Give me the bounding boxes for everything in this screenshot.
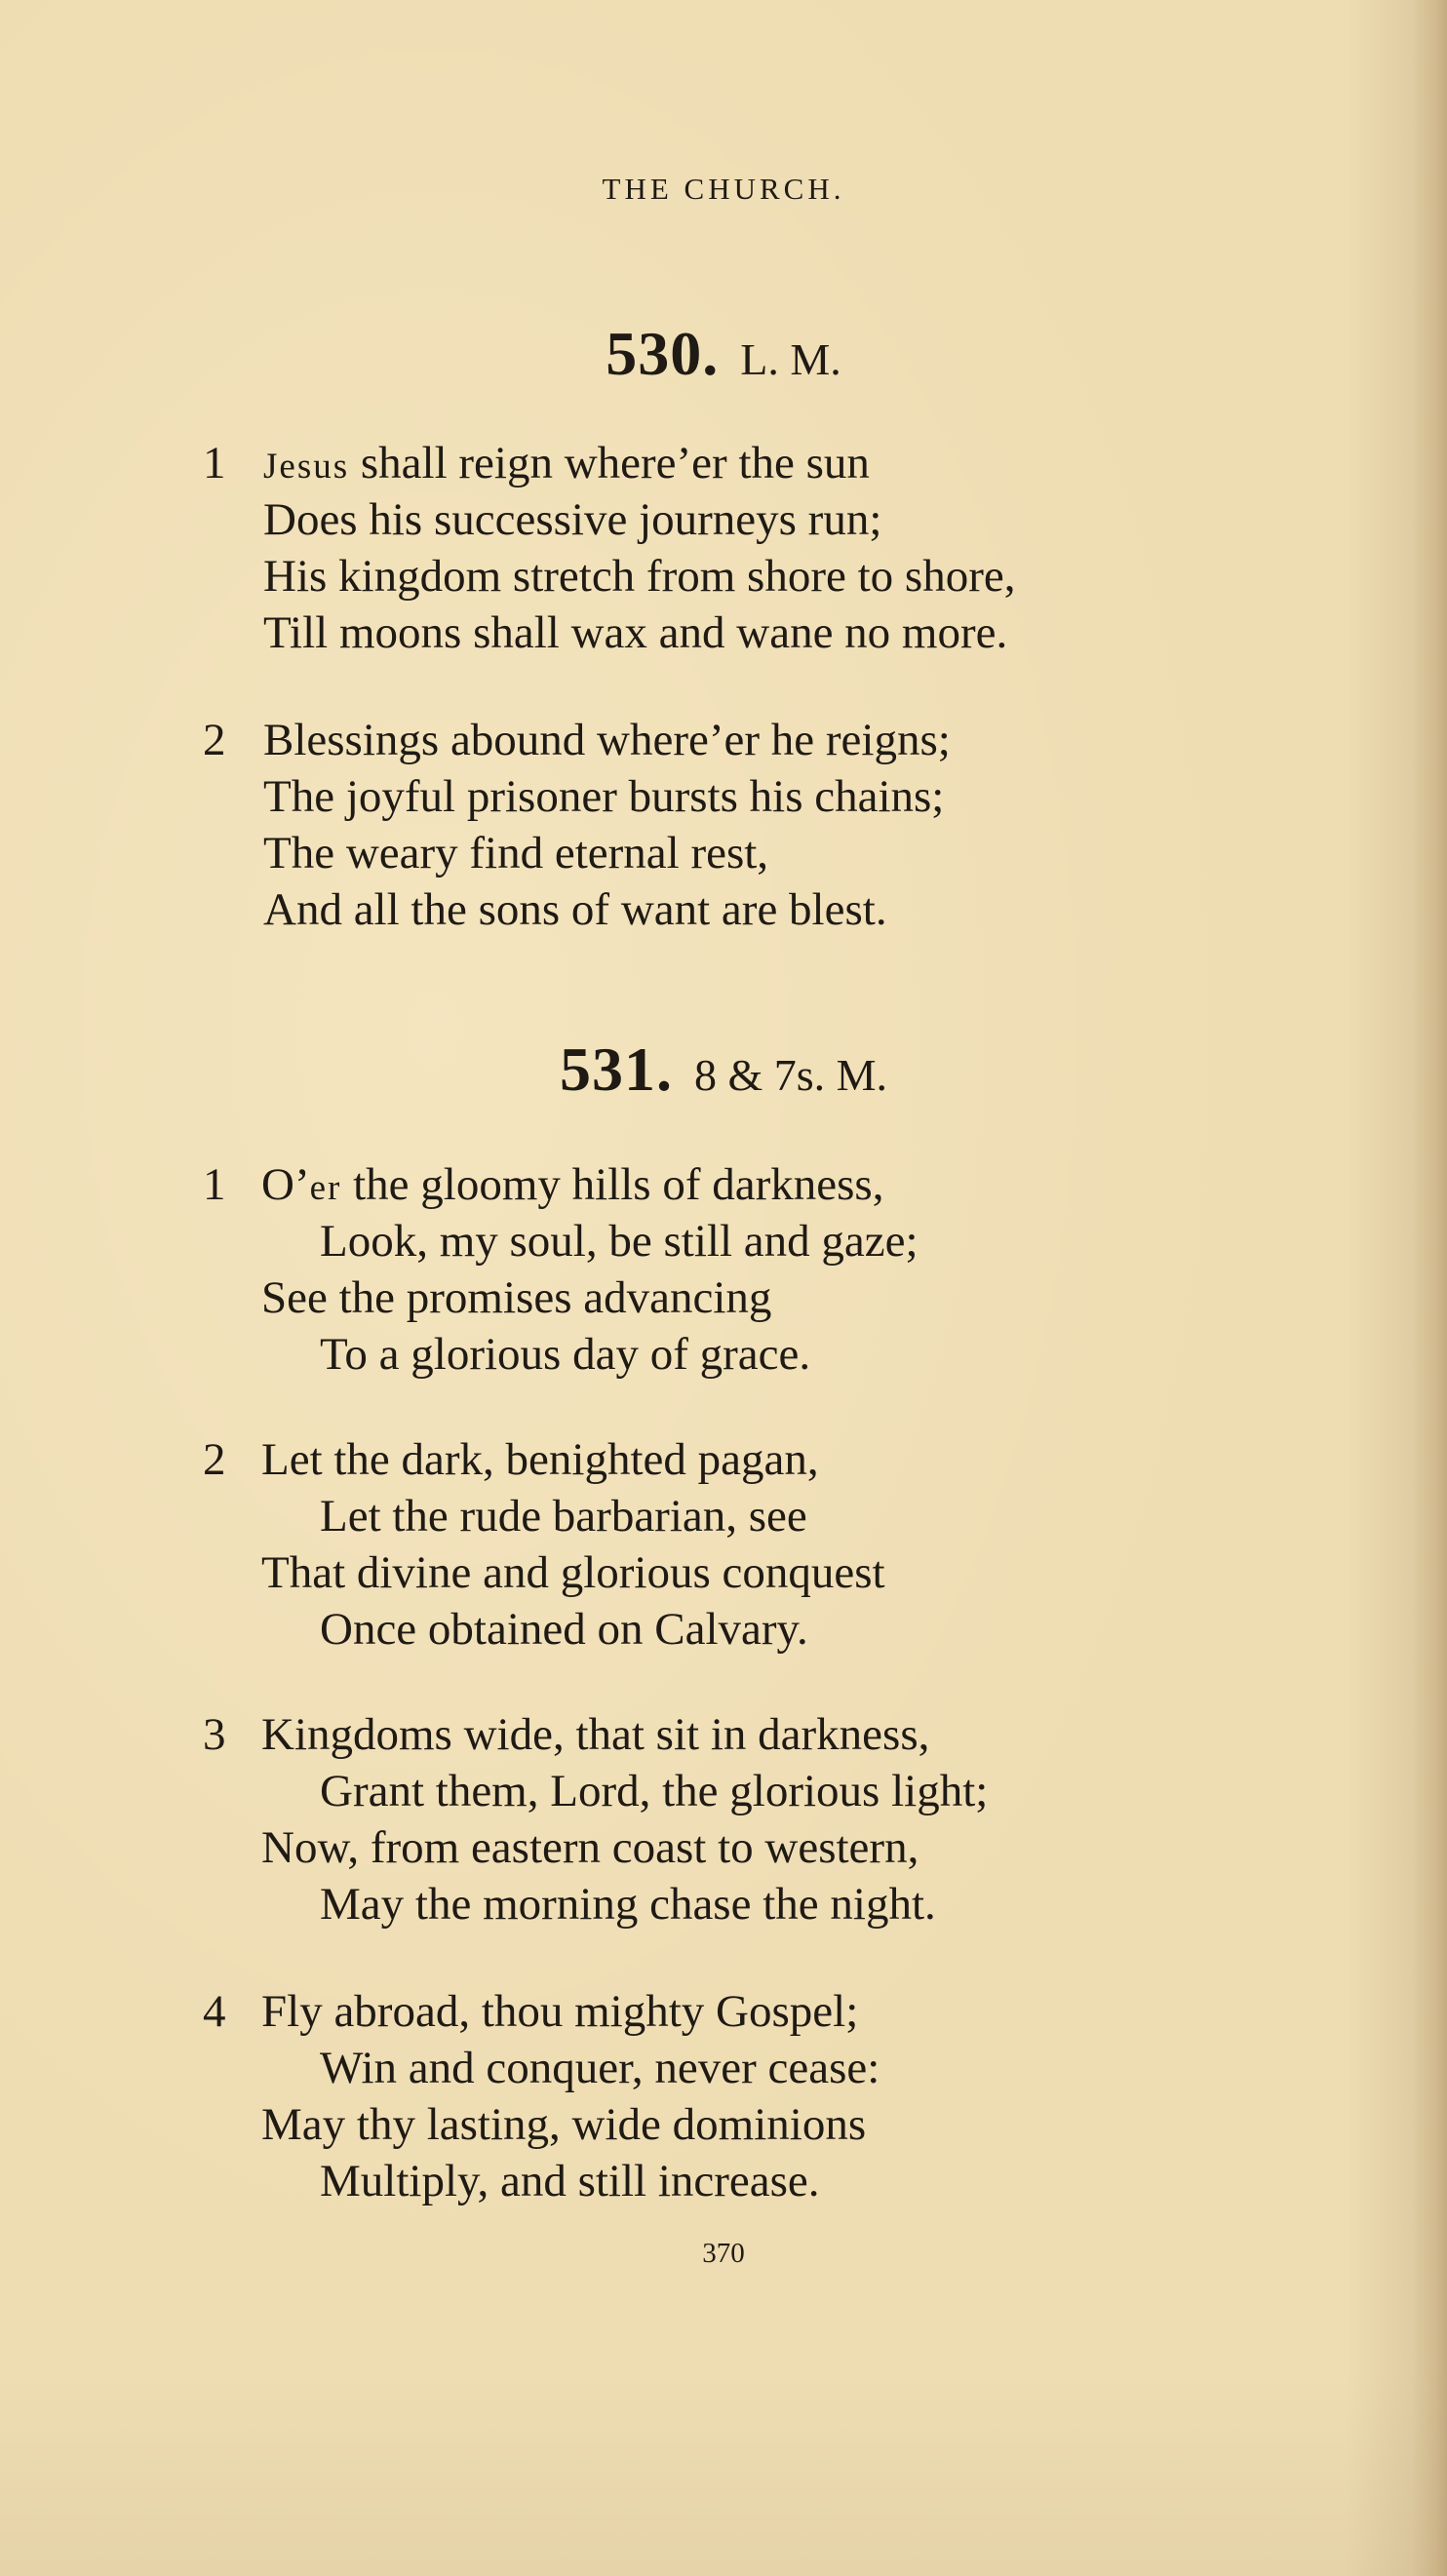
verse-number: 4 bbox=[203, 1986, 226, 2037]
running-head: THE CHURCH. bbox=[602, 172, 845, 206]
hymn-meter: L. M. bbox=[740, 334, 841, 384]
line-text: The joyful prisoner bursts his chains; bbox=[263, 771, 945, 822]
line-text: Let the rude barbarian, see bbox=[320, 1491, 807, 1542]
line-text: His kingdom stretch from shore to shore, bbox=[263, 551, 1016, 602]
line-text: May thy lasting, wide dominions bbox=[261, 2099, 867, 2150]
verse-number: 2 bbox=[203, 715, 226, 765]
hymn-meter: 8 & 7s. M. bbox=[693, 1050, 888, 1100]
verse-number: 1 bbox=[203, 1159, 226, 1210]
line-text: Grant them, Lord, the glorious light; bbox=[320, 1766, 989, 1816]
hymn-heading-530 bbox=[0, 318, 1447, 390]
page-number: 370 bbox=[702, 2238, 745, 2269]
line-text: Win and conquer, never cease: bbox=[320, 2043, 880, 2093]
small-caps-word: er bbox=[309, 1168, 342, 1208]
line-text: Once obtained on Calvary. bbox=[320, 1604, 808, 1655]
line-text: O’er the gloomy hills of darkness, bbox=[261, 1159, 884, 1210]
line-text: Fly abroad, thou mighty Gospel; bbox=[261, 1986, 859, 2037]
line-text: That divine and glorious conquest bbox=[261, 1547, 885, 1598]
line-text: Look, my soul, be still and gaze; bbox=[320, 1216, 919, 1267]
line-text: Till moons shall wax and wane no more. bbox=[263, 607, 1008, 658]
hymn-number: 530. bbox=[606, 319, 720, 388]
small-caps-word: Jesus bbox=[263, 447, 350, 487]
line-text: Let the dark, benighted pagan, bbox=[261, 1434, 819, 1485]
line-text: Kingdoms wide, that sit in darkness, bbox=[261, 1709, 930, 1760]
initial-letters: O’ bbox=[261, 1159, 310, 1210]
hymn-heading-531 bbox=[0, 1034, 1447, 1106]
line-text: Now, from eastern coast to western, bbox=[261, 1822, 919, 1873]
line-text: Multiply, and still increase. bbox=[320, 2156, 820, 2206]
line-text: And all the sons of want are blest. bbox=[263, 884, 887, 935]
verse-number: 3 bbox=[203, 1709, 226, 1760]
line-text: Blessings abound where’er he reigns; bbox=[263, 715, 951, 765]
line-text: The weary find eternal rest, bbox=[263, 828, 769, 878]
line-text: May the morning chase the night. bbox=[320, 1879, 936, 1930]
line-text: See the promises advancing bbox=[261, 1272, 772, 1323]
hymn-number: 531. bbox=[559, 1034, 673, 1104]
verse-number: 2 bbox=[203, 1434, 226, 1485]
verse-number: 1 bbox=[203, 438, 226, 488]
line-text: Jesus shall reign where’er the sun bbox=[263, 438, 870, 488]
line-text: To a glorious day of grace. bbox=[320, 1329, 811, 1380]
line-text: Does his successive journeys run; bbox=[263, 494, 882, 545]
